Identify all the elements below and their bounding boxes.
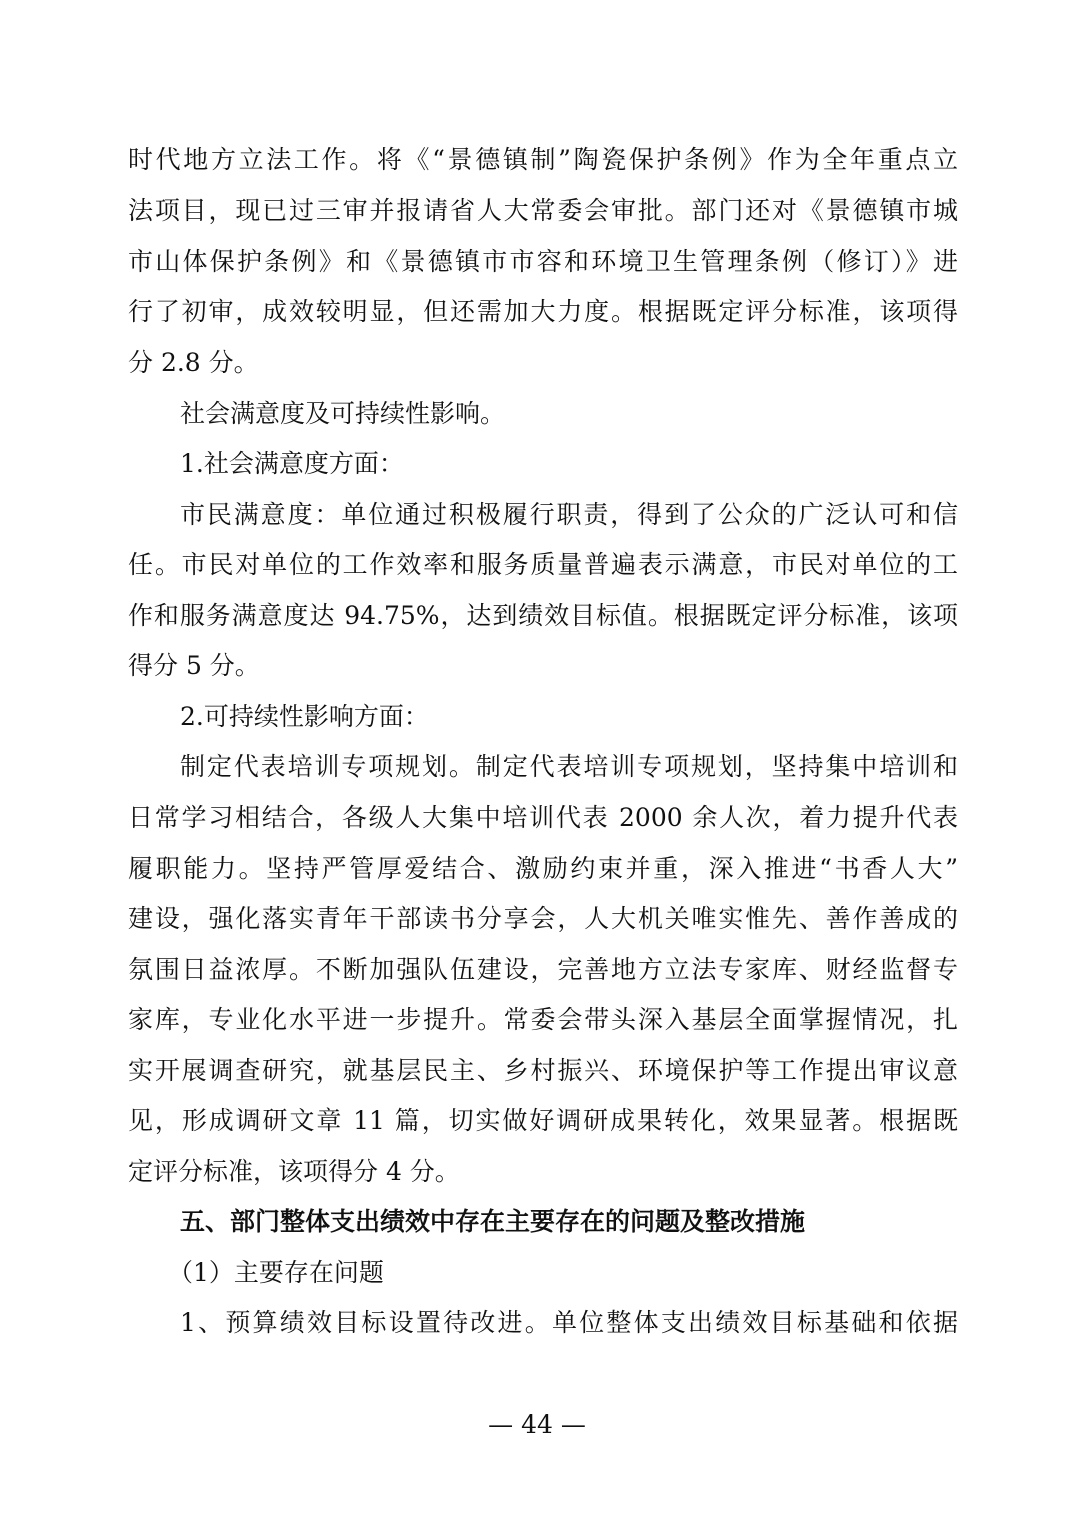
paragraph-line: 日常学习相结合，各级人大集中培训代表 2000 余人次，着力提升代表 [128,803,958,832]
page-number: — 44 — [488,1410,586,1439]
paragraph-line: 见，形成调研文章 11 篇，切实做好调研成果转化，效果显著。根据既 [128,1106,958,1135]
paragraph-line: 制定代表培训专项规划。制定代表培训专项规划，坚持集中培训和 [180,752,958,781]
paragraph-line: 行了初审，成效较明显，但还需加大力度。根据既定评分标准，该项得 [128,297,958,326]
paragraph-line: 作和服务满意度达 94.75%，达到绩效目标值。根据既定评分标准，该项 [128,601,958,630]
paragraph-line: 分 2.8 分。 [128,348,259,377]
paragraph-line: 市山体保护条例》和《景德镇市市容和环境卫生管理条例（修订）》进 [128,247,958,276]
paragraph-line: 氛围日益浓厚。不断加强队伍建设，完善地方立法专家库、财经监督专 [128,955,958,984]
paragraph-line: 定评分标准，该项得分 4 分。 [128,1157,460,1186]
paragraph-line: 得分 5 分。 [128,651,260,680]
paragraph-line: 建设，强化落实青年干部读书分享会，人大机关唯实惟先、善作善成的 [128,904,958,933]
paragraph-line: 时代地方立法工作。将《“景德镇制”陶瓷保护条例》作为全年重点立 [128,145,958,174]
paragraph-line: 家库，专业化水平进一步提升。常委会带头深入基层全面掌握情况，扎 [128,1005,958,1034]
paragraph-line: 法项目，现已过三审并报请省人大常委会审批。部门还对《景德镇市城 [128,196,958,225]
paragraph-line: 任。市民对单位的工作效率和服务质量普遍表示满意，市民对单位的工 [128,550,958,579]
subsection-heading: 1.社会满意度方面： [180,449,404,478]
paragraph-line: 实开展调查研究，就基层民主、乡村振兴、环境保护等工作提出审议意 [128,1056,958,1085]
paragraph-line: 1、预算绩效目标设置待改进。单位整体支出绩效目标基础和依据 [180,1308,958,1337]
section-heading: 五、部门整体支出绩效中存在主要存在的问题及整改措施 [180,1207,806,1236]
paragraph-line: 市民满意度：单位通过积极履行职责，得到了公众的广泛认可和信 [180,500,958,529]
section-label: 社会满意度及可持续性影响。 [180,399,506,428]
paragraph-line: 履职能力。坚持严管厚爱结合、激励约束并重，深入推进“书香人大” [128,854,958,883]
subsection-heading: （1）主要存在问题 [168,1258,384,1287]
subsection-heading: 2.可持续性影响方面： [180,702,429,731]
